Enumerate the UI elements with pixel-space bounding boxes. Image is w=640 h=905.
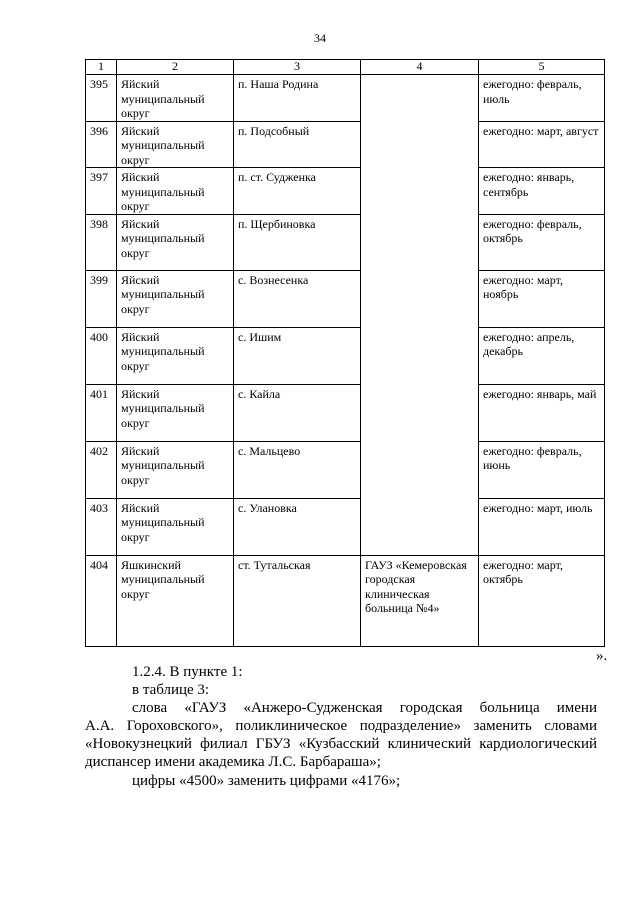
district-cell: Яйский муниципальный округ: [117, 75, 234, 122]
row-number: 396: [86, 121, 117, 168]
schedule-cell: ежегодно: январь, сентябрь: [479, 168, 605, 215]
institution-cell: [361, 214, 479, 270]
institution-cell: [361, 121, 479, 168]
table-row: [86, 327, 605, 384]
district-cell: Яйский муниципальный округ: [117, 441, 234, 498]
locality-cell: с. Ишим: [234, 327, 361, 384]
table-reference: в таблице 3:: [132, 682, 210, 698]
row-number: 401: [86, 384, 117, 441]
schedule-cell: ежегодно: март, июль: [479, 498, 605, 555]
district-cell: Яйский муниципальный округ: [117, 121, 234, 168]
institution-cell: [361, 327, 479, 384]
locality-cell: с. Мальцево: [234, 441, 361, 498]
institution-cell: [361, 384, 479, 441]
district-cell: Яшкинский муниципальный округ: [117, 555, 234, 646]
district-cell: Яйский муниципальный округ: [117, 168, 234, 215]
locality-cell: с. Вознесенка: [234, 270, 361, 327]
locality-cell: с. Кайла: [234, 384, 361, 441]
table-row: [86, 270, 605, 327]
locality-cell: п. Щербиновка: [234, 214, 361, 270]
schedule-cell: ежегодно: апрель, декабрь: [479, 327, 605, 384]
district-cell: Яйский муниципальный округ: [117, 214, 234, 270]
words-line: А.А. Гороховского», поликлиническое подразделение» заменить словами: [85, 718, 597, 734]
institution-cell: [361, 168, 479, 215]
table-row: [86, 168, 605, 215]
district-cell: Яйский муниципальный округ: [117, 270, 234, 327]
row-number: 400: [86, 327, 117, 384]
schedule-cell: ежегодно: февраль, октябрь: [479, 214, 605, 270]
schedule-cell: ежегодно: март, октябрь: [479, 555, 605, 646]
row-number: 399: [86, 270, 117, 327]
locality-cell: п. Подсобный: [234, 121, 361, 168]
institution-cell: ГАУЗ «Кемеровская городская клиническая больница №4»: [361, 555, 479, 646]
schedule-cell: ежегодно: январь, май: [479, 384, 605, 441]
row-number: 404: [86, 555, 117, 646]
table-row: [86, 214, 605, 270]
row-number: 402: [86, 441, 117, 498]
table-row: [86, 121, 605, 168]
digits-replacement: цифры «4500» заменить цифрами «4176»;: [132, 773, 401, 789]
column-header: 1: [86, 60, 117, 75]
row-number: 397: [86, 168, 117, 215]
institution-cell: [361, 270, 479, 327]
column-header: 3: [234, 60, 361, 75]
schedule-cell: ежегодно: февраль, июль: [479, 75, 605, 122]
institution-cell: [361, 75, 479, 122]
column-header: 5: [479, 60, 605, 75]
row-number: 395: [86, 75, 117, 122]
page-number: 34: [314, 31, 326, 45]
words-line: «Новокузнецкий филиал ГБУЗ «Кузбасский клинический кардиологический: [85, 736, 597, 752]
amendment-item: 1.2.4. В пункте 1:: [132, 664, 243, 680]
locality-cell: с. Улановка: [234, 498, 361, 555]
closing-quote: ».: [596, 648, 608, 664]
column-header: 4: [361, 60, 479, 75]
row-number: 398: [86, 214, 117, 270]
table-row: [86, 441, 605, 498]
district-cell: Яйский муниципальный округ: [117, 384, 234, 441]
institution-cell: [361, 441, 479, 498]
locality-cell: ст. Тутальская: [234, 555, 361, 646]
locality-cell: п. ст. Судженка: [234, 168, 361, 215]
institution-cell: [361, 498, 479, 555]
words-line: слова «ГАУЗ «Анжеро-Судженская городская больница имени: [132, 700, 597, 716]
district-cell: Яйский муниципальный округ: [117, 327, 234, 384]
table-row: [86, 75, 605, 122]
locality-cell: п. Наша Родина: [234, 75, 361, 122]
table-header-row: [86, 60, 605, 75]
schedule-cell: ежегодно: март, август: [479, 121, 605, 168]
column-header: 2: [117, 60, 234, 75]
table-row: [86, 384, 605, 441]
localities-table: [85, 59, 605, 647]
district-cell: Яйский муниципальный округ: [117, 498, 234, 555]
table-row: [86, 555, 605, 646]
words-line: диспансер имени академика Л.С. Барбараша»;: [85, 754, 381, 770]
schedule-cell: ежегодно: март, ноябрь: [479, 270, 605, 327]
schedule-cell: ежегодно: февраль, июнь: [479, 441, 605, 498]
row-number: 403: [86, 498, 117, 555]
table-row: [86, 498, 605, 555]
